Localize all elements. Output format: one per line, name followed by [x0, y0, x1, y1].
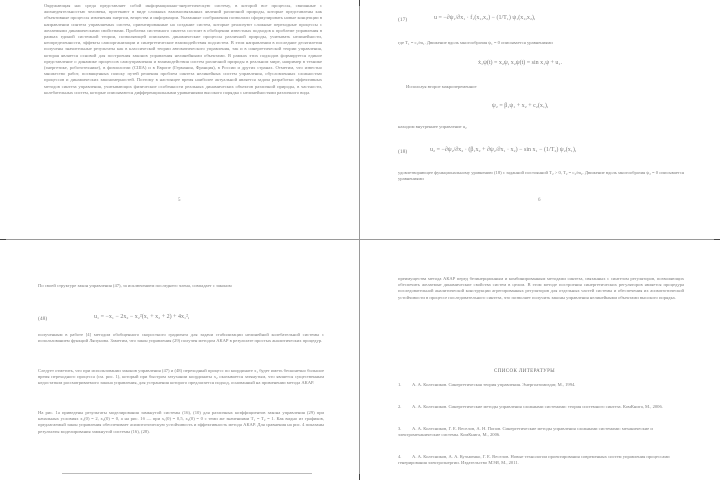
- body-text: Окружающая нас среда представляет собой информационно-энергетическую систему, в которой все процессы, связанные с жизнедеятельностью человека, протекают в виде сложных взаимосвязанных явлений различной природы, которые представлены как объективные процессы изменения энергии, вещества и информации. Указанные соображения позволили сформулировать новые концепции в направлении синтеза управляемых систем, ориентированные на создание систем, которые реализуют сложные переходные процессы с желаемыми динамическими свойствами. Проблема системного синтеза состоит в обобщении известных подходов к проблеме управления в рамках единой системной теории, позволяющей описывать динамические процессы различной природы, учитывать нелинейности, неопределенности, эффекты самоорганизации и синергетические взаимодействия подсистем. В этом направлении в последние десятилетия получены значительные результаты как в классической теории автоматического управления, так и в синергетической теории управления, которая является основой для построения законов управления нелинейными объектами. В рамках этих подходов формируется единое представление о динамике процессов самоуправления и взаимодействия систем различной природы в реальном мире, например в технике (энергетике, робототехнике), в физиологии (США) и в Европе (Германия, Франция), в России и других странах. Отметим, что известно множество работ, посвященных поиску путей решения проблем синтеза нелинейных систем управления, обусловленных сложностью процессов и динамических закономерностей. Поэтому в настоящее время наиболее актуальной является задача разработки эффективных методов синтеза управления, учитывающих физические особенности реальных динамических объектов различной природы, в частности, колебательных систем, которые описываются дифференциальными уравнениями высокого порядка с нелинейностями различного вида.: [44, 3, 322, 95]
- crop-mark: [0, 239, 6, 240]
- reference-text: А. А. Колесников, Г. Е. Веселов, А. Н. Попов. Синергетические методы управления сложными системами: механические и электромеханические системы. КомКнига, М., 2006.: [398, 426, 653, 438]
- body-text: Следует отметить, что при использовании законов управления (47) и (48) переходный процесс по координате x₁ будет иметь бесконечно большое время переходного процесса (см. рис. 1), который при быстром затухании координаты x₂ оказывается затянутым, что является существенным недостатком рассматриваемого закона управления, для устранения которого предлагается подход, основанный на применении метода АКАР.: [38, 368, 324, 386]
- body-text: Используя второе макропеременное: [406, 84, 477, 89]
- body-text: полученным в работе [4] методом обобщенного скоростного градиента для задачи стабилизации нелинейной колебательной системы с использованием функций Ляпунова. Заметим, что закон управления (29) получен методом АКАР в результате простых аналитических процедур.: [38, 332, 324, 344]
- reference-number: 1.: [398, 382, 402, 387]
- page-number: 6: [538, 198, 541, 203]
- body-text: удовлетворяющее функциональному уравнению (18) с заданной постоянной T₂ > 0, T₂ = c₂/m₂. Движение вдоль многообразия ψ₂ = 0 описывается уравнениями: [398, 170, 684, 182]
- crop-mark: [359, 0, 360, 6]
- figure-top-edge: [62, 473, 312, 474]
- reference-number: 3.: [398, 426, 402, 431]
- body-text: По своей структуре закон управления (47), за исключением последнего члена, совпадает с законом: [38, 283, 232, 288]
- reference-text: А. А. Колесников. Синергетическая теория управления. Энергоатомиздат, М., 1994.: [412, 382, 576, 387]
- equation: u₂ = −∂ψ₂/∂x₂ · (β₁x₂ + ∂ψ₂/∂x₁ · x₂) − sin x₁ − (1/T₂) ψ₂(x₁),: [430, 147, 577, 153]
- equation-number: (18): [398, 149, 408, 155]
- equation-number: (48): [38, 316, 48, 322]
- reference-text: А. А. Колесников, А. А. Кузьменко, Г. Е. Веселов. Новые технологии проектирования современных систем управления процессами генерирования электроэнергии. Издательство МЭИ, М., 2011.: [398, 454, 670, 466]
- page-bottom-left: [0, 240, 360, 480]
- equation-number: (17): [398, 17, 408, 23]
- references-title: СПИСОК ЛИТЕРАТУРЫ: [494, 369, 556, 374]
- page-bottom-right: [360, 240, 720, 480]
- body-text: На рис. 1а приведены результаты моделирования замкнутой системы (16), (10) для различных коэффициентов закона управления (29) при начальных условиях x₁(0) = 2, x₂(0) = 0, а на рис. 1б — при x₁(0) = 0,5, x₂(0) = 0 с теми же значениями T₁ = T₂ = 1. Как видно из графиков, предлагаемый закон управления обеспечивает асимптотическую устойчивость и эффективность метода АКАР. Для сравнения на рис. 4 показаны результаты моделирования замкнутой системы (16), (28).: [38, 410, 324, 434]
- reference-item: [398, 404, 684, 410]
- reference-item: [398, 382, 684, 388]
- crop-mark: [714, 239, 720, 240]
- page-number: 5: [178, 198, 181, 203]
- page-divider-vertical: [359, 0, 360, 480]
- page-top-right: [360, 0, 720, 240]
- crop-mark: [359, 474, 360, 480]
- body-text: преимущества метода АКАР перед безинерционным и комбинированным методами синтеза, связанных с синтезом регуляторов, позволяющих обеспечить желаемые динамические свойства систем в целом. В этом методе построения синергетических регуляторов является процедура последовательной аналитической конструкции агрегированных регуляторов для отдельных частей системы и обеспечения их асимптотической устойчивости в процессе последовательного синтеза, что позволяет получить законы управления нелинейными объектами высокого порядка.: [398, 276, 684, 300]
- reference-number: 2.: [398, 404, 402, 409]
- equation: u = −∂ψ₁/∂x₁ · f₁(x₁,x₂) − (1/T₁) ψ₁(x₁,x₂),: [434, 15, 536, 21]
- equation: u₁ = −x₁ − 2x₂ − x₂²(x₁ + x₂ + 2) + 4x₁²,: [94, 314, 190, 320]
- page-top-left: [0, 0, 360, 240]
- reference-item: [398, 454, 684, 478]
- reference-number: 4.: [398, 454, 402, 459]
- body-text: находим внутреннее управление u₂: [398, 124, 467, 129]
- reference-text: А. А. Колесников. Синергетические методы управления сложными системами: теория системного синтеза. КомКнига, М., 2006.: [412, 404, 663, 409]
- page-divider-horizontal: [0, 239, 720, 240]
- reference-item: [398, 426, 684, 439]
- equation: ψ₂ = β₁ψ₁ + x₂ + c₂(x₁),: [492, 103, 549, 109]
- body-text: где T₁ = c₁/m₁. Движение вдоль многообразия ψ₁ = 0 описывается уравнениями: [398, 40, 553, 45]
- equation: ẋ₁ψ(t) = x₂ψ, x₂ψ(t) = sin x₁ψ + u₁.: [478, 60, 562, 66]
